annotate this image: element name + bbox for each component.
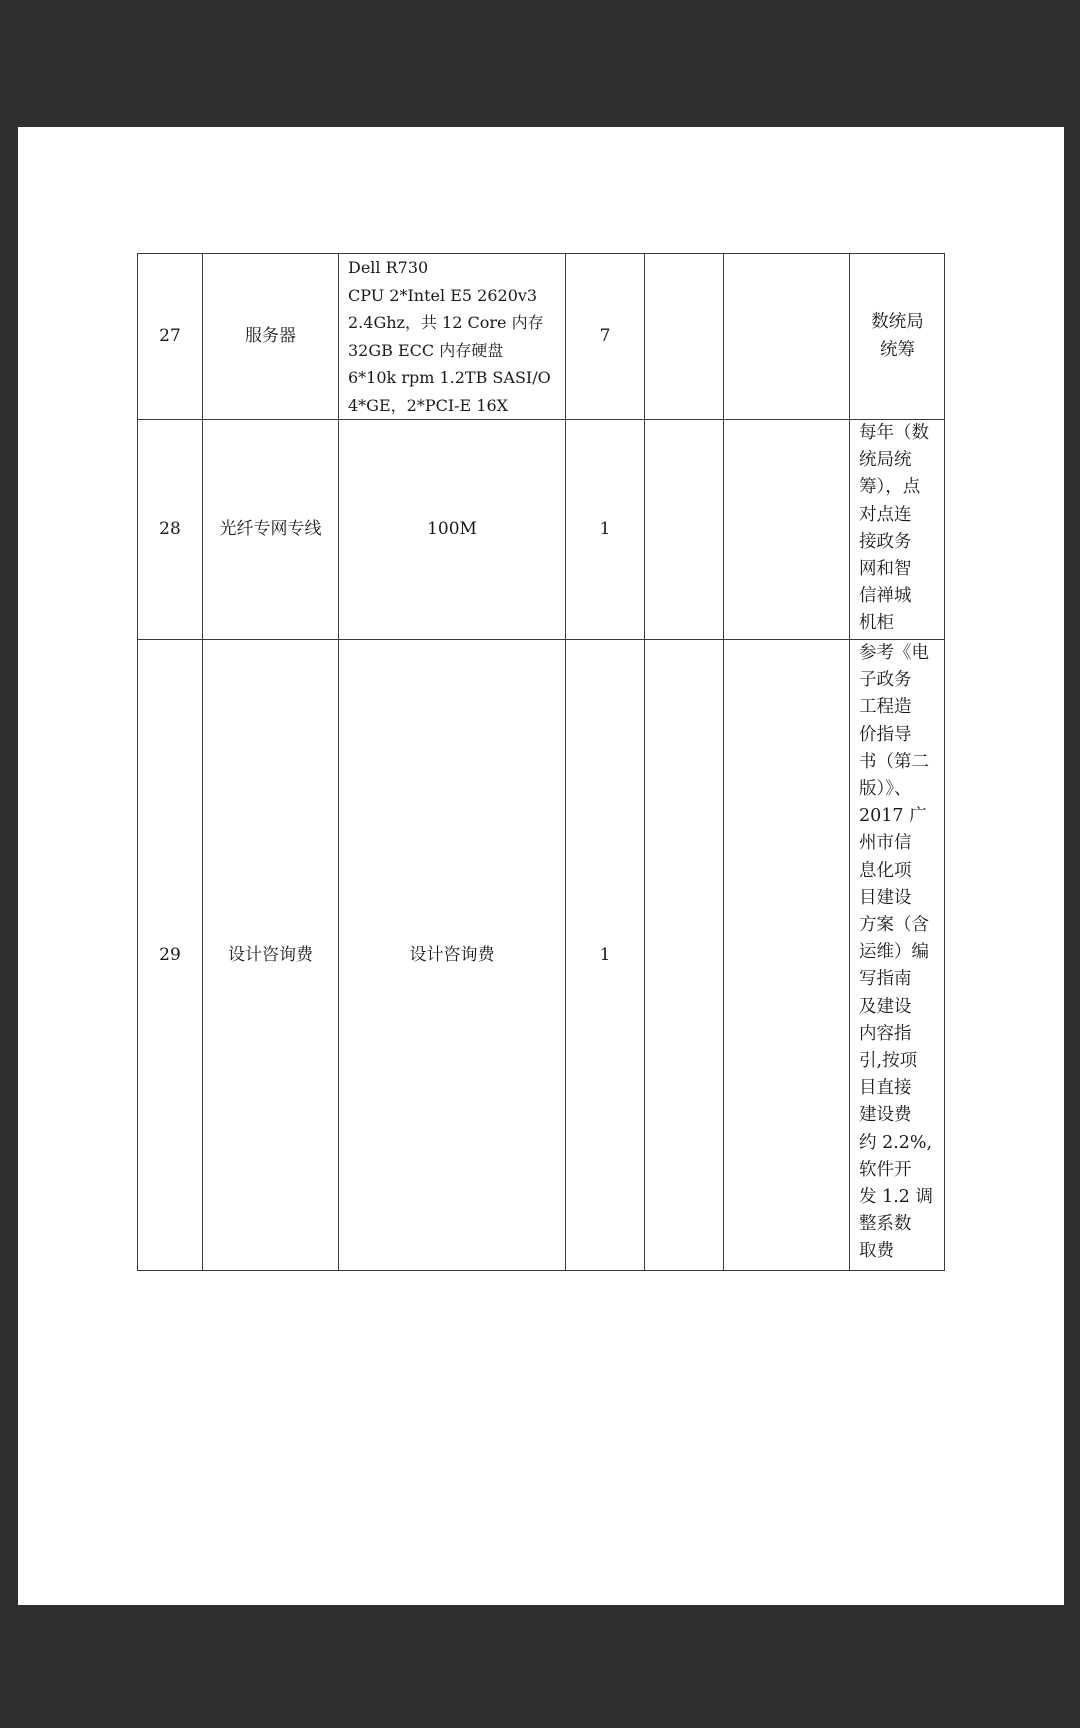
item-name: 服务器 xyxy=(203,254,339,420)
table-row xyxy=(138,254,945,420)
empty-cell xyxy=(724,254,850,420)
item-name: 设计咨询费 xyxy=(203,640,339,1271)
empty-cell xyxy=(645,640,724,1271)
item-quantity: 1 xyxy=(566,420,645,640)
row-number: 27 xyxy=(138,254,203,420)
empty-cell xyxy=(645,254,724,420)
item-quantity: 1 xyxy=(566,640,645,1271)
document-page xyxy=(18,127,1064,1605)
empty-cell xyxy=(724,420,850,640)
item-remark: 参考《电 子政务 工程造 价指导 书（第二 版）》、 2017 广 州市信 息化项 目建设 方案（含 运维）编 写指南 及建设 内容指 引,按项 目直接 建设费 约 2.2%, 软件开 发 1.2 调 整系数 取费 xyxy=(850,640,945,1271)
row-number: 28 xyxy=(138,420,203,640)
budget-table xyxy=(137,253,945,1271)
item-quantity: 7 xyxy=(566,254,645,420)
item-remark: 数统局 统筹 xyxy=(850,254,945,420)
empty-cell xyxy=(645,420,724,640)
item-spec: 100M xyxy=(339,420,566,640)
item-name: 光纤专网专线 xyxy=(203,420,339,640)
item-spec: Dell R730 CPU 2*Intel E5 2620v3 2.4Ghz，共 12 Core 内存 32GB ECC 内存硬盘 6*10k rpm 1.2TB SASI/O 4*GE，2*PCI-E 16X xyxy=(339,254,566,420)
row-number: 29 xyxy=(138,640,203,1271)
table-row xyxy=(138,640,945,1271)
item-remark: 每年（数 统局统 筹），点 对点连 接政务 网和智 信禅城 机柜 xyxy=(850,420,945,640)
table-row xyxy=(138,420,945,640)
item-spec: 设计咨询费 xyxy=(339,640,566,1271)
empty-cell xyxy=(724,640,850,1271)
